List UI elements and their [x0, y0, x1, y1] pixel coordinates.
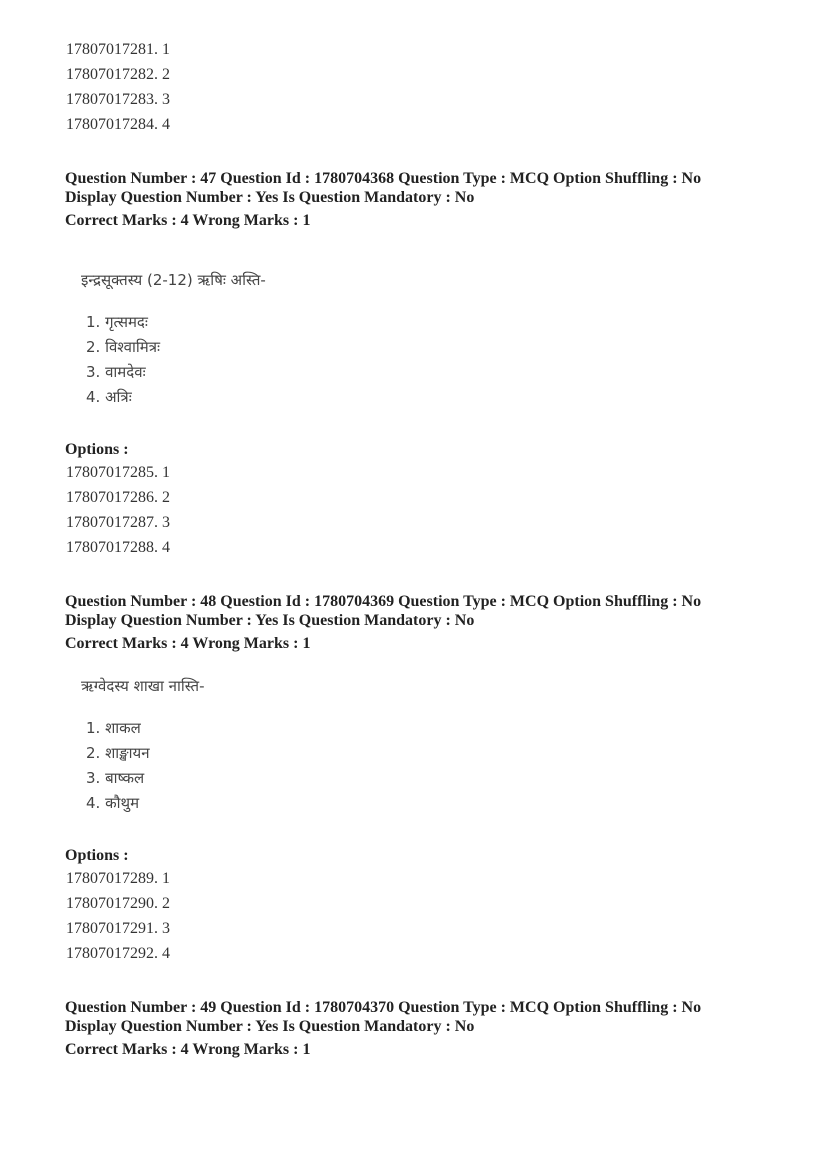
option-id: 17807017292. [66, 945, 158, 962]
option-number: 3 [162, 920, 170, 937]
answer-choice: 2. शाङ्खायन [86, 744, 150, 762]
option-number: 1 [162, 464, 170, 481]
option-number: 4 [162, 539, 170, 556]
question-text: ऋग्वेदस्य शाखा नास्ति- [81, 677, 205, 695]
question-meta-line1: Question Number : 49 Question Id : 1780704370 Question Type : MCQ Option Shuffling : No [65, 999, 702, 1016]
question-meta-line1: Question Number : 48 Question Id : 1780704369 Question Type : MCQ Option Shuffling : No [65, 593, 702, 610]
option-row [66, 464, 170, 482]
option-number: 4 [162, 116, 170, 133]
option-number: 4 [162, 945, 170, 962]
option-id: 17807017282. [66, 66, 158, 83]
option-row [66, 539, 170, 557]
option-number: 3 [162, 91, 170, 108]
option-row [66, 920, 170, 938]
option-id: 17807017290. [66, 895, 158, 912]
option-number: 2 [162, 66, 170, 83]
option-row [66, 945, 170, 963]
question-text: इन्द्रसूक्तस्य (2-12) ऋषिः अस्ति- [81, 271, 266, 289]
option-row [66, 116, 170, 134]
option-number: 3 [162, 514, 170, 531]
option-number: 2 [162, 489, 170, 506]
option-id: 17807017284. [66, 116, 158, 133]
option-row [66, 41, 170, 59]
answer-choice: 2. विश्वामित्रः [86, 338, 161, 356]
option-row [66, 870, 170, 888]
option-number: 1 [162, 41, 170, 58]
option-row [66, 895, 170, 913]
question-meta-line2: Display Question Number : Yes Is Question Mandatory : No [65, 612, 475, 629]
answer-choice: 4. कौथुम [86, 794, 140, 812]
option-row [66, 489, 170, 507]
option-id: 17807017286. [66, 489, 158, 506]
option-number: 2 [162, 895, 170, 912]
options-label: Options : [65, 847, 129, 864]
question-marks: Correct Marks : 4 Wrong Marks : 1 [65, 1041, 311, 1058]
option-id: 17807017285. [66, 464, 158, 481]
option-id: 17807017291. [66, 920, 158, 937]
question-meta-line2: Display Question Number : Yes Is Question Mandatory : No [65, 1018, 475, 1035]
answer-choice: 4. अत्रिः [86, 388, 132, 406]
option-row [66, 514, 170, 532]
question-marks: Correct Marks : 4 Wrong Marks : 1 [65, 212, 311, 229]
option-id: 17807017283. [66, 91, 158, 108]
question-meta-line1: Question Number : 47 Question Id : 1780704368 Question Type : MCQ Option Shuffling : No [65, 170, 702, 187]
option-id: 17807017281. [66, 41, 158, 58]
option-row [66, 66, 170, 84]
option-id: 17807017288. [66, 539, 158, 556]
question-marks: Correct Marks : 4 Wrong Marks : 1 [65, 635, 311, 652]
answer-choice: 1. गृत्समदः [86, 313, 148, 331]
option-id: 17807017289. [66, 870, 158, 887]
answer-choice: 3. बाष्कल [86, 769, 145, 787]
option-number: 1 [162, 870, 170, 887]
answer-choice: 1. शाकल [86, 719, 141, 737]
answer-choice: 3. वामदेवः [86, 363, 146, 381]
options-label: Options : [65, 441, 129, 458]
question-meta-line2: Display Question Number : Yes Is Question Mandatory : No [65, 189, 475, 206]
option-row [66, 91, 170, 109]
option-id: 17807017287. [66, 514, 158, 531]
